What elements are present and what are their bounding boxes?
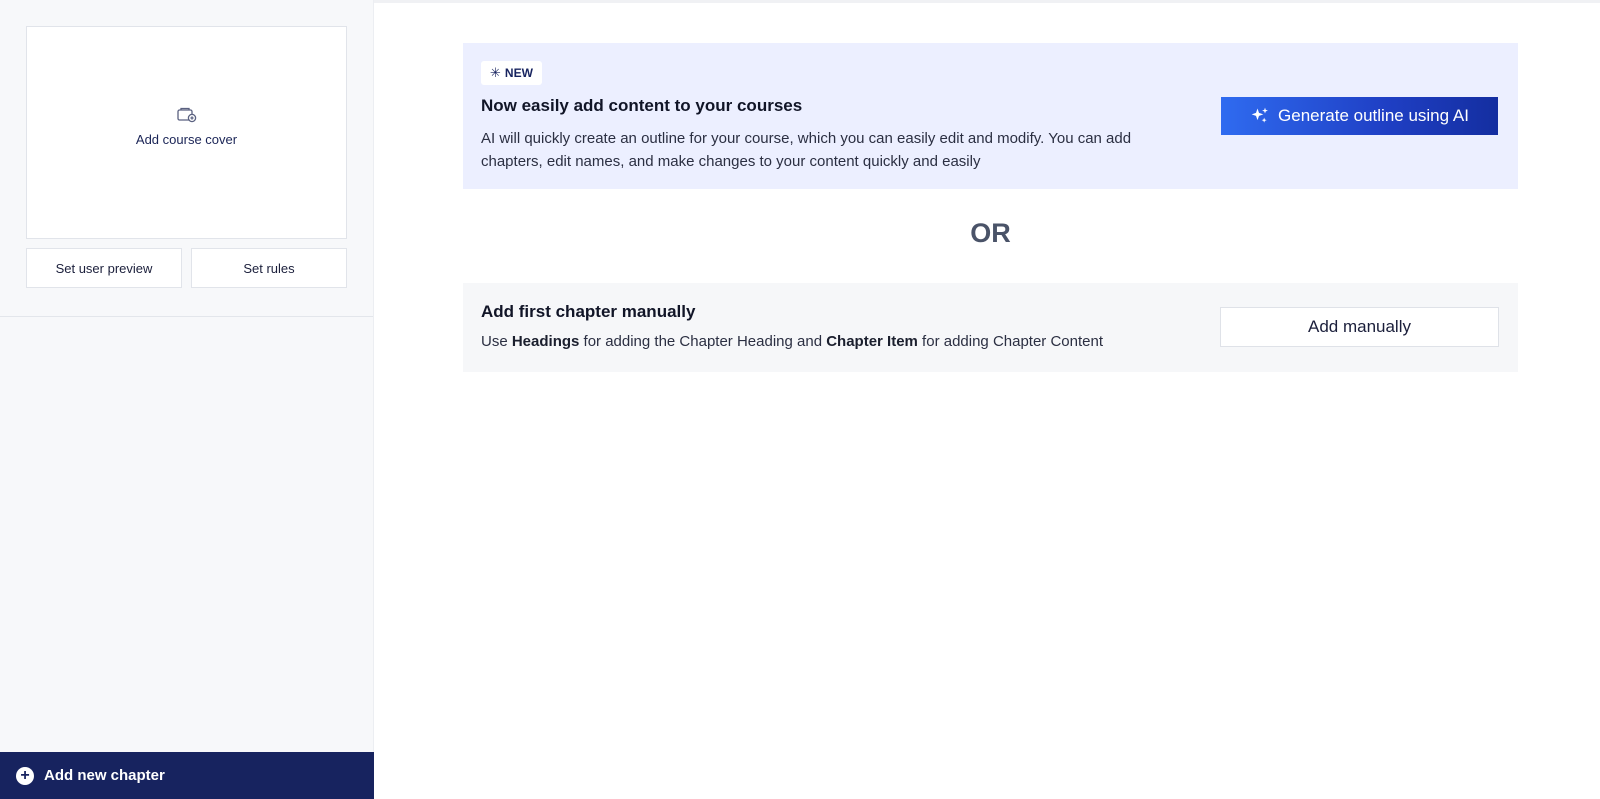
generate-outline-label: Generate outline using AI	[1278, 106, 1469, 125]
ai-card-title: Now easily add content to your courses	[481, 96, 803, 115]
manual-chapter-card	[463, 283, 1518, 372]
manual-desc-text-1: Use	[481, 333, 512, 350]
sidebar	[0, 0, 374, 799]
add-new-chapter-label: Add new chapter	[44, 767, 165, 784]
sidebar-button-row	[26, 248, 347, 288]
new-badge	[481, 61, 542, 85]
ai-outline-card	[463, 43, 1518, 189]
add-new-chapter-button[interactable]	[0, 752, 374, 799]
image-add-icon	[176, 106, 198, 124]
set-rules-button[interactable]: Set rules	[191, 248, 347, 288]
manual-desc-headings: Headings	[511, 333, 580, 350]
sparkle-star-icon: ✳	[490, 65, 501, 80]
generate-outline-button[interactable]	[1221, 97, 1498, 135]
ai-card-description: AI will quickly create an outline for your course, which you can easily edit and modify. You can add chapters, edit names, and make changes to your content quickly and easily	[481, 130, 1132, 170]
manual-desc-text-3: for adding Chapter Content	[917, 333, 1104, 350]
manual-card-description	[481, 333, 1103, 350]
top-divider	[374, 0, 1600, 3]
add-course-cover-label: Add course cover	[135, 132, 238, 147]
or-separator: OR	[970, 218, 1011, 248]
set-user-preview-button[interactable]: Set user preview	[26, 248, 182, 288]
sparkles-icon	[1250, 106, 1270, 126]
manual-desc-text-2: for adding the Chapter Heading and	[579, 333, 827, 350]
manual-card-title: Add first chapter manually	[481, 302, 696, 321]
course-cover-section	[0, 0, 373, 317]
plus-circle-icon: +	[16, 767, 34, 785]
new-badge-label: NEW	[504, 66, 533, 80]
manual-desc-chapter-item: Chapter Item	[826, 333, 918, 350]
add-manually-button[interactable]: Add manually	[1220, 307, 1499, 347]
add-course-cover-button[interactable]	[26, 26, 347, 239]
